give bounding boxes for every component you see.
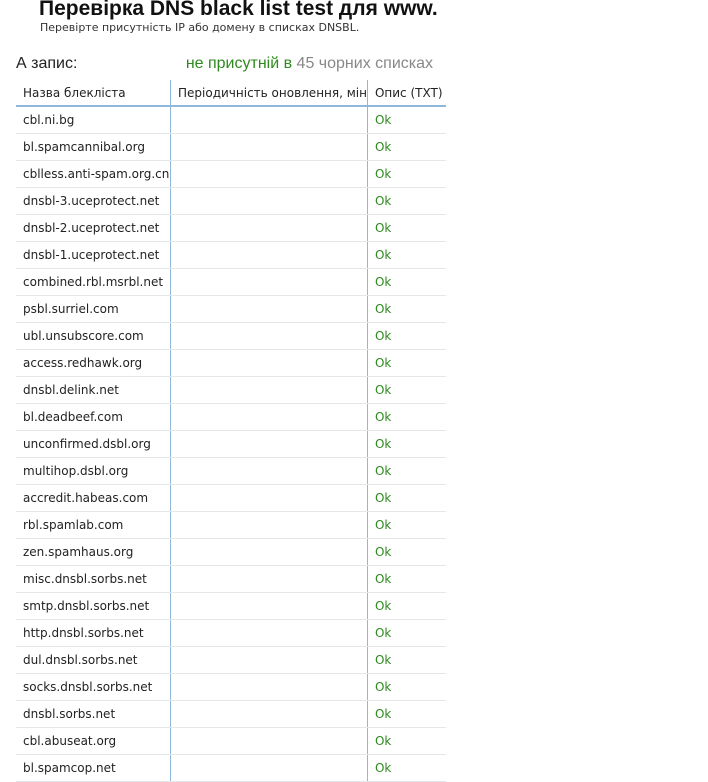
column-header-period: Періодичність оновлення, мін bbox=[171, 80, 368, 106]
blacklist-name-cell: smtp.dnsbl.sorbs.net bbox=[16, 593, 171, 620]
update-period-cell bbox=[171, 188, 368, 215]
description-cell: Ok bbox=[367, 566, 446, 593]
description-cell: Ok bbox=[367, 674, 446, 701]
blacklist-name-cell: unconfirmed.dsbl.org bbox=[16, 431, 171, 458]
blacklist-name-cell: multihop.dsbl.org bbox=[16, 458, 171, 485]
table-row bbox=[16, 539, 446, 566]
update-period-cell bbox=[171, 377, 368, 404]
table-row bbox=[16, 242, 446, 269]
update-period-cell bbox=[171, 674, 368, 701]
table-row bbox=[16, 593, 446, 620]
table-row bbox=[16, 458, 446, 485]
blacklist-name-cell: combined.rbl.msrbl.net bbox=[16, 269, 171, 296]
description-cell: Ok bbox=[367, 106, 446, 134]
a-record-label: А запис: bbox=[16, 55, 78, 72]
description-cell: Ok bbox=[367, 755, 446, 782]
blacklist-name-cell: rbl.spamlab.com bbox=[16, 512, 171, 539]
update-period-cell bbox=[171, 512, 368, 539]
description-cell: Ok bbox=[367, 593, 446, 620]
table-row bbox=[16, 674, 446, 701]
blacklist-name-cell: misc.dnsbl.sorbs.net bbox=[16, 566, 171, 593]
description-cell: Ok bbox=[367, 512, 446, 539]
column-header-name: Назва блекліста bbox=[16, 80, 171, 106]
description-cell: Ok bbox=[367, 269, 446, 296]
a-record-summary bbox=[16, 54, 441, 76]
blacklist-name-cell: dnsbl.sorbs.net bbox=[16, 701, 171, 728]
table-row bbox=[16, 215, 446, 242]
blacklist-name-cell: access.redhawk.org bbox=[16, 350, 171, 377]
table-row bbox=[16, 566, 446, 593]
blacklist-name-cell: cblless.anti-spam.org.cn bbox=[16, 161, 171, 188]
blacklist-name-cell: dul.dnsbl.sorbs.net bbox=[16, 647, 171, 674]
description-cell: Ok bbox=[367, 188, 446, 215]
blacklist-count: 45 bbox=[296, 55, 315, 72]
update-period-cell bbox=[171, 485, 368, 512]
blacklist-name-cell: socks.dnsbl.sorbs.net bbox=[16, 674, 171, 701]
blacklist-name-cell: accredit.habeas.com bbox=[16, 485, 171, 512]
table-row bbox=[16, 701, 446, 728]
update-period-cell bbox=[171, 350, 368, 377]
update-period-cell bbox=[171, 161, 368, 188]
update-period-cell bbox=[171, 566, 368, 593]
page-title: Перевірка DNS black list test для www. bbox=[39, 0, 438, 20]
table-row bbox=[16, 620, 446, 647]
description-cell: Ok bbox=[367, 431, 446, 458]
table-row bbox=[16, 377, 446, 404]
description-cell: Ok bbox=[367, 377, 446, 404]
blacklist-name-cell: zen.spamhaus.org bbox=[16, 539, 171, 566]
table-row bbox=[16, 350, 446, 377]
update-period-cell bbox=[171, 593, 368, 620]
blacklist-name-cell: dnsbl-1.uceprotect.net bbox=[16, 242, 171, 269]
blacklist-name-cell: ubl.unsubscore.com bbox=[16, 323, 171, 350]
blacklist-name-cell: http.dnsbl.sorbs.net bbox=[16, 620, 171, 647]
table-row bbox=[16, 296, 446, 323]
update-period-cell bbox=[171, 701, 368, 728]
update-period-cell bbox=[171, 323, 368, 350]
update-period-cell bbox=[171, 296, 368, 323]
update-period-cell bbox=[171, 269, 368, 296]
update-period-cell bbox=[171, 647, 368, 674]
a-record-status bbox=[186, 55, 433, 73]
update-period-cell bbox=[171, 215, 368, 242]
blacklist-name-cell: psbl.surriel.com bbox=[16, 296, 171, 323]
update-period-cell bbox=[171, 620, 368, 647]
description-cell: Ok bbox=[367, 647, 446, 674]
update-period-cell bbox=[171, 728, 368, 755]
status-lists-text: чорних списках bbox=[318, 55, 433, 72]
description-cell: Ok bbox=[367, 161, 446, 188]
table-row bbox=[16, 755, 446, 782]
update-period-cell bbox=[171, 431, 368, 458]
update-period-cell bbox=[171, 404, 368, 431]
description-cell: Ok bbox=[367, 404, 446, 431]
description-cell: Ok bbox=[367, 350, 446, 377]
page-subtitle: Перевірте присутність IP або домену в списках DNSBL. bbox=[40, 21, 360, 34]
table-row bbox=[16, 728, 446, 755]
description-cell: Ok bbox=[367, 323, 446, 350]
column-header-description: Опис (TXT) bbox=[367, 80, 446, 106]
table-row bbox=[16, 188, 446, 215]
table-row bbox=[16, 106, 446, 134]
blacklist-name-cell: bl.deadbeef.com bbox=[16, 404, 171, 431]
update-period-cell bbox=[171, 106, 368, 134]
blacklist-name-cell: dnsbl.delink.net bbox=[16, 377, 171, 404]
update-period-cell bbox=[171, 755, 368, 782]
description-cell: Ok bbox=[367, 134, 446, 161]
table-row bbox=[16, 647, 446, 674]
table-row bbox=[16, 431, 446, 458]
update-period-cell bbox=[171, 458, 368, 485]
update-period-cell bbox=[171, 134, 368, 161]
description-cell: Ok bbox=[367, 728, 446, 755]
blacklist-table-body bbox=[16, 106, 446, 782]
table-row bbox=[16, 161, 446, 188]
status-text: не присутній в bbox=[185, 55, 293, 72]
table-row bbox=[16, 134, 446, 161]
description-cell: Ok bbox=[367, 539, 446, 566]
description-cell: Ok bbox=[367, 296, 446, 323]
description-cell: Ok bbox=[367, 620, 446, 647]
description-cell: Ok bbox=[367, 215, 446, 242]
description-cell: Ok bbox=[367, 242, 446, 269]
table-row bbox=[16, 512, 446, 539]
blacklist-name-cell: dnsbl-3.uceprotect.net bbox=[16, 188, 171, 215]
blacklist-name-cell: cbl.ni.bg bbox=[16, 106, 171, 134]
description-cell: Ok bbox=[367, 701, 446, 728]
table-row bbox=[16, 404, 446, 431]
table-row bbox=[16, 485, 446, 512]
table-row bbox=[16, 323, 446, 350]
blacklist-name-cell: bl.spamcannibal.org bbox=[16, 134, 171, 161]
blacklist-table bbox=[16, 80, 446, 782]
table-row bbox=[16, 269, 446, 296]
blacklist-name-cell: cbl.abuseat.org bbox=[16, 728, 171, 755]
update-period-cell bbox=[171, 539, 368, 566]
update-period-cell bbox=[171, 242, 368, 269]
blacklist-name-cell: dnsbl-2.uceprotect.net bbox=[16, 215, 171, 242]
table-header-row bbox=[16, 80, 446, 106]
blacklist-name-cell: bl.spamcop.net bbox=[16, 755, 171, 782]
description-cell: Ok bbox=[367, 485, 446, 512]
description-cell: Ok bbox=[367, 458, 446, 485]
